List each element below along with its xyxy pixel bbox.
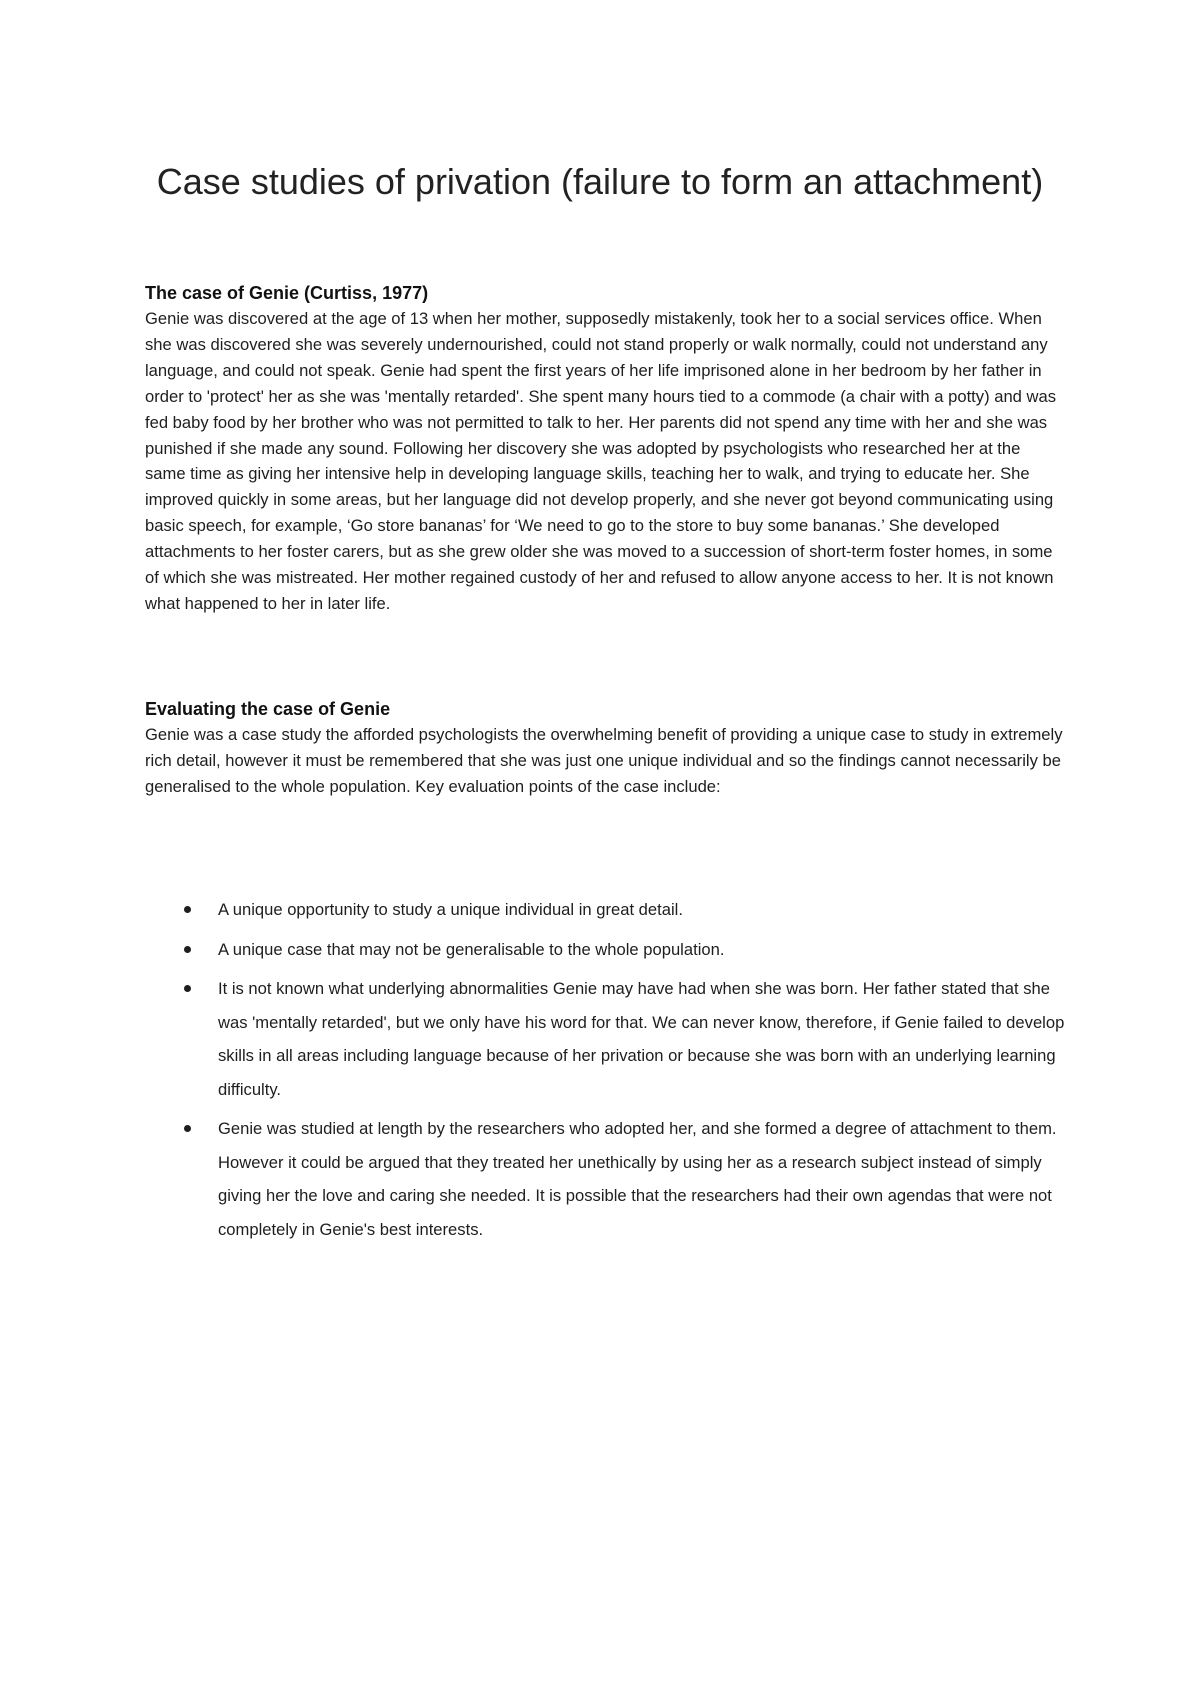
bullet-icon [184,946,191,953]
list-item-text: A unique case that may not be generalisable to the whole population. [218,939,725,959]
section-heading-genie-case: The case of Genie (Curtiss, 1977) [145,283,429,303]
bullet-icon [184,906,191,913]
list-item [145,972,1065,1106]
page-title: Case studies of privation (failure to form an attachment) [156,161,1044,202]
list-item [145,1112,1065,1246]
section-body-genie-case: Genie was discovered at the age of 13 when her mother, supposedly mistakenly, took her to a social services office. When she was discovered she was severely undernourished, could not stand properly or walk normally, could not understand any language, and could not speak. Genie had spent the first years of her life imprisoned alone in her bedroom by her father in order to 'protect' her as she was 'mentally retarded'. She spent many hours tied to a commode (a chair with a potty) and was fed baby food by her brother who was not permitted to talk to her. Her parents did not spend any time with her and she was punished if she made any sound. Following her discovery she was adopted by psychologists who researched her at the same time as giving her intensive help in developing language skills, teaching her to walk, and trying to educate her. She improved quickly in some areas, but her language did not develop properly, and she never got beyond communicating using basic speech, for example, ‘Go store bananas’ for ‘We need to go to the store to buy some bananas.’ She developed attachments to her foster carers, but as she grew older she was moved to a succession of short-term foster homes, in some of which she was mistreated. Her mother regained custody of her and refused to allow anyone access to her. It is not known what happened to her in later life. [145,309,1057,613]
section-heading-evaluating-genie: Evaluating the case of Genie [145,699,391,719]
bullet-icon [184,985,191,992]
evaluation-points-list [145,893,1065,1252]
bullet-icon [184,1125,191,1132]
section-body-evaluating-genie: Genie was a case study the afforded psychologists the overwhelming benefit of providing a unique case to study in extremely rich detail, however it must be remembered that she was just one unique individual and so the findings cannot necessarily be generalised to the whole population. Key evaluation points of the case include: [145,725,1063,796]
list-item-text: It is not known what underlying abnormalities Genie may have had when she was born. Her father stated that she was 'mentally retarded', but we only have his word for that. We can never know, therefore, if Genie failed to develop skills in all areas including language because of her privation or because she was born with an underlying learning difficulty. [218,979,1065,1099]
section-genie-case [145,280,1065,617]
list-item-text: Genie was studied at length by the researchers who adopted her, and she formed a degree of attachment to them. However it could be argued that they treated her unethically by using her as a research subject instead of simply giving her the love and caring she needed. It is possible that the researchers had their own agendas that were not completely in Genie's best interests. [218,1119,1057,1239]
section-evaluating-genie [145,696,1065,800]
list-item [145,933,1065,967]
list-item-text: A unique opportunity to study a unique individual in great detail. [218,900,683,919]
list-item [145,893,1065,927]
